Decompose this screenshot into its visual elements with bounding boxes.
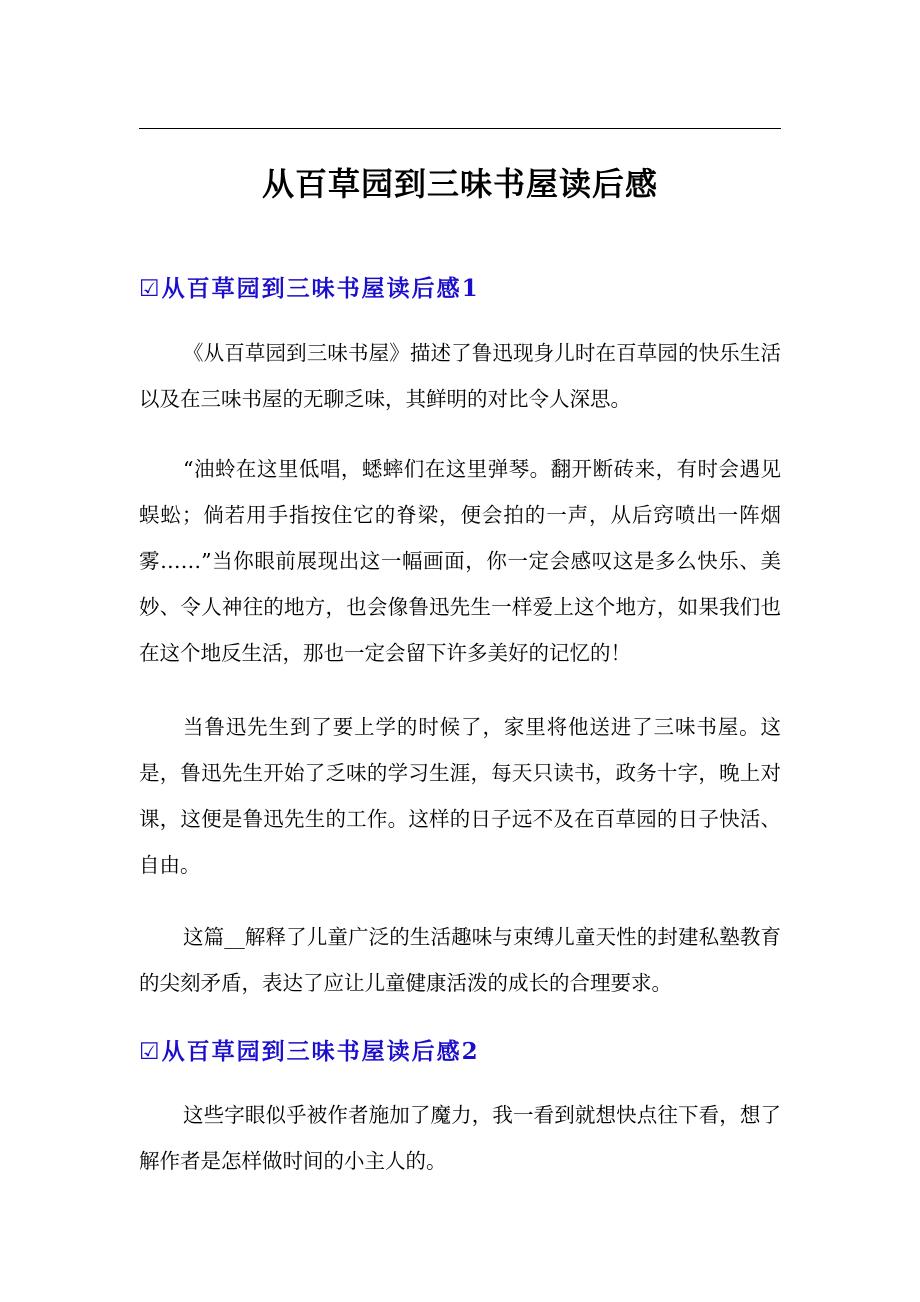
document-title: 从百草园到三味书屋读后感 <box>261 165 658 203</box>
header-rule <box>139 128 781 129</box>
paragraph-5: 这些字眼似乎被作者施加了魔力，我一看到就想快点往下看，想了解作者是怎样做时间的小主人的。 <box>139 1103 781 1173</box>
checkbox-icon: ☑ <box>139 276 160 302</box>
section-heading-text: 从百草园到三味书屋读后感2 <box>161 1038 480 1065</box>
checkbox-icon: ☑ <box>139 1039 160 1065</box>
paragraph-3: 当鲁迅先生到了要上学的时候了，家里将他送进了三味书屋。这是，鲁迅先生开始了乏味的学习生涯，每天只读书，政务十字，晚上对课，这便是鲁迅先生的工作。这样的日子远不及在百草园的日子快活、自由。 <box>139 715 781 877</box>
paragraph-4: 这篇__解释了儿童广泛的生活趣味与束缚儿童天性的封建私塾教育的尖刻矛盾，表达了应让儿童健康活泼的成长的合理要求。 <box>139 925 781 995</box>
paragraph-1: 《从百草园到三味书屋》描述了鲁迅现身儿时在百草园的快乐生活以及在三味书屋的无聊乏味，其鲜明的对比令人深思。 <box>139 341 781 411</box>
section-heading-text: 从百草园到三味书屋读后感1 <box>161 275 480 302</box>
section-heading-2 <box>139 1035 781 1069</box>
paragraph-2: “油蛉在这里低唱，蟋蟀们在这里弹琴。翻开断砖来，有时会遇见蜈蚣；倘若用手指按住它的脊梁，便会拍的一声，从后窍喷出一阵烟雾……”当你眼前展现出这一幅画面，你一定会感叹这是多么快乐、美妙、令人神往的地方，也会像鲁迅先生一样爱上这个地方，如果我们也在这个地反生活，那也一定会留下许多美好的记忆的！ <box>139 457 781 665</box>
section-heading-1 <box>139 272 781 306</box>
